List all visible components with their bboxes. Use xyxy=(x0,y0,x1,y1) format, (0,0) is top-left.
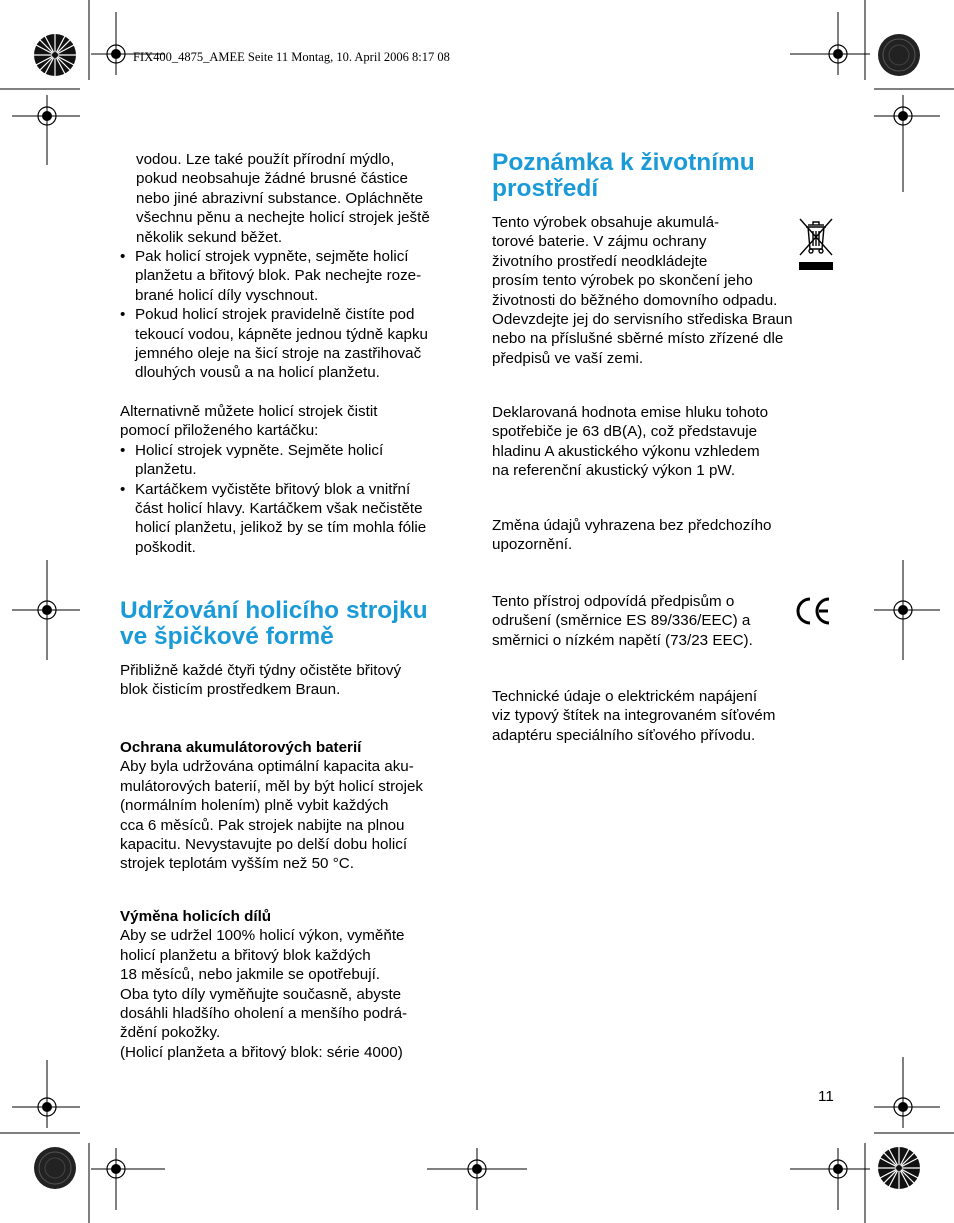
text-line: kapacitu. Nevystavujte po delší dobu holicí xyxy=(120,836,408,854)
parts-section xyxy=(120,907,465,1062)
list-item xyxy=(120,247,465,305)
environment-paragraph xyxy=(492,213,837,368)
left-column xyxy=(120,150,465,557)
text-line: dosáhli hladšího oholení a menšího podrá- xyxy=(120,1005,408,1023)
noise-paragraph xyxy=(492,403,837,481)
text-line: životnosti do běžného domovního odpadu. xyxy=(492,291,778,309)
text-line: na referenční akustický výkon 1 pW. xyxy=(492,462,736,480)
section-heading xyxy=(120,598,465,650)
registration-mark-icon xyxy=(103,1156,129,1182)
text-line: • Pak holicí strojek vypněte, sejměte holicí xyxy=(135,248,409,266)
text-line: tekoucí vodou, kápněte jednou týdně kapku xyxy=(135,325,428,343)
text-line: blok čisticím prostředkem Braun. xyxy=(120,681,341,699)
text-line: všechnu pěnu a nechejte holicí strojek ještě xyxy=(136,209,430,227)
registration-mark-icon xyxy=(34,103,60,129)
text-line: Aby byla udržována optimální kapacita aku- xyxy=(120,758,414,776)
registration-mark-icon xyxy=(890,1094,916,1120)
text-line: adaptéru speciálního síťového přívodu. xyxy=(492,726,756,744)
color-wheel-icon xyxy=(877,33,921,77)
text-line: směrnici o nízkém napětí (73/23 EEC). xyxy=(492,631,753,649)
text-line: brané holicí díly vyschnout. xyxy=(135,286,319,304)
text-line: cca 6 měsíců. Pak strojek nabijte na plnou xyxy=(120,816,405,834)
text-line: (Holicí planžeta a břitový blok: série 4000) xyxy=(120,1043,403,1061)
text-line: (normálním holením) plně vybit každých xyxy=(120,797,389,815)
heading-line: prostředí xyxy=(492,175,599,202)
heading-line: ve špičkové formě xyxy=(120,623,334,650)
crossed-bin-icon xyxy=(797,216,835,272)
text-line: viz typový štítek na integrovaném síťovém xyxy=(492,707,776,725)
text-line: Tento přístroj odpovídá předpisům o xyxy=(492,593,735,610)
text-line: planžetu a břitový blok. Pak nechejte roze- xyxy=(135,267,422,285)
text-line: pomocí přiloženého kartáčku: xyxy=(120,422,319,440)
ce-paragraph xyxy=(492,592,792,650)
registration-mark-icon xyxy=(825,41,851,67)
text-line: nebo jiné abrazivní substance. Opláchněte xyxy=(136,189,424,207)
registration-mark-icon xyxy=(890,103,916,129)
text-line: strojek teplotám vyšším než 50 °C. xyxy=(120,855,354,873)
text-line: Změna údajů vyhrazena bez předchozího xyxy=(492,517,772,534)
registration-mark-icon xyxy=(825,1156,851,1182)
text-line: Aby se udržel 100% holicí výkon, vyměňte xyxy=(120,927,405,945)
battery-section xyxy=(120,738,465,874)
heading-line: Poznámka k životnímu xyxy=(492,149,755,176)
change-notice xyxy=(492,516,837,555)
care-paragraph xyxy=(120,661,465,700)
text-line: • Pokud holicí strojek pravidelně čistíte pod xyxy=(135,306,415,324)
ce-mark-icon xyxy=(793,595,833,627)
color-wheel-icon xyxy=(33,1146,77,1190)
registration-mark-icon xyxy=(34,1094,60,1120)
text-line: Odevzdejte jej do servisního střediska Braun xyxy=(492,311,793,329)
page-number: 11 xyxy=(818,1088,834,1105)
text-line: spotřebiče je 63 dB(A), což představuje xyxy=(492,423,758,441)
heading-line: Udržování holicího strojku xyxy=(120,597,428,624)
text-line: holicí planžetu a břitový blok každých xyxy=(120,946,371,964)
list-item xyxy=(120,441,465,480)
list-item xyxy=(120,305,465,383)
technical-paragraph xyxy=(492,687,837,745)
color-wheel-icon xyxy=(33,33,77,77)
registration-mark-icon xyxy=(890,597,916,623)
text-line: část holicí hlavy. Kartáčkem však nečistěte xyxy=(135,499,423,517)
text-line: holicí planžetu, jelikož by se tím mohla fólie xyxy=(135,519,427,537)
text-line: prosím tento výrobek po skončení jeho xyxy=(492,272,753,290)
registration-mark-icon xyxy=(103,41,129,67)
text-line: torové baterie. V zájmu ochrany xyxy=(492,233,707,251)
text-line: poškodit. xyxy=(135,538,196,556)
subheading: Výměna holicích dílů xyxy=(120,908,272,925)
text-line: několik sekund běžet. xyxy=(136,228,283,246)
text-line: nebo na příslušné sběrné místo zřízené dle xyxy=(492,330,784,348)
intro-paragraph xyxy=(120,150,465,247)
section-heading xyxy=(492,150,837,202)
text-line: dlouhých vousů a na holicí planžetu. xyxy=(135,364,380,382)
text-line: Deklarovaná hodnota emise hluku tohoto xyxy=(492,404,769,421)
text-line: Oba tyto díly vyměňujte současně, abyste xyxy=(120,985,402,1003)
text-line: hladinu A akustického výkonu vzhledem xyxy=(492,442,760,460)
bullet-list xyxy=(120,441,465,557)
text-line: Tento výrobek obsahuje akumulá- xyxy=(492,214,720,231)
text-line: Přibližně každé čtyři týdny očistěte břitový xyxy=(120,662,402,679)
text-line: odrušení (směrnice ES 89/336/EEC) a xyxy=(492,612,751,630)
text-line: upozornění. xyxy=(492,536,573,554)
text-line: • Holicí strojek vypněte. Sejměte holicí xyxy=(135,441,384,459)
text-line: Alternativně můžete holicí strojek čistit xyxy=(120,402,378,420)
text-line: Technické údaje o elektrickém napájení xyxy=(492,688,758,705)
text-line: 18 měsíců, nebo jakmile se opotřebují. xyxy=(120,966,381,984)
bullet-list xyxy=(120,247,465,383)
text-line: jemného oleje na šicí stroje na zastřihovač xyxy=(135,345,422,363)
text-line: mulátorových baterií, měl by být holicí strojek xyxy=(120,777,424,795)
text-line: pokud neobsahuje žádné brusné částice xyxy=(136,170,408,188)
list-item xyxy=(120,480,465,558)
text-line: životního prostředí neodkládejte xyxy=(492,252,708,270)
registration-mark-icon xyxy=(34,597,60,623)
text-line: předpisů ve vaší zemi. xyxy=(492,349,644,367)
print-slug: FIX400_4875_AMEE Seite 11 Montag, 10. April 2006 8:17 08 xyxy=(133,50,450,64)
subheading: Ochrana akumulátorových baterií xyxy=(120,739,362,756)
alternative-paragraph xyxy=(120,402,465,441)
text-line: • Kartáčkem vyčistěte břitový blok a vnitřní xyxy=(135,480,411,498)
text-line: vodou. Lze také použít přírodní mýdlo, xyxy=(136,151,395,168)
registration-mark-icon xyxy=(464,1156,490,1182)
text-line: planžetu. xyxy=(135,461,197,479)
text-line: ždění pokožky. xyxy=(120,1024,221,1042)
color-wheel-icon xyxy=(877,1146,921,1190)
